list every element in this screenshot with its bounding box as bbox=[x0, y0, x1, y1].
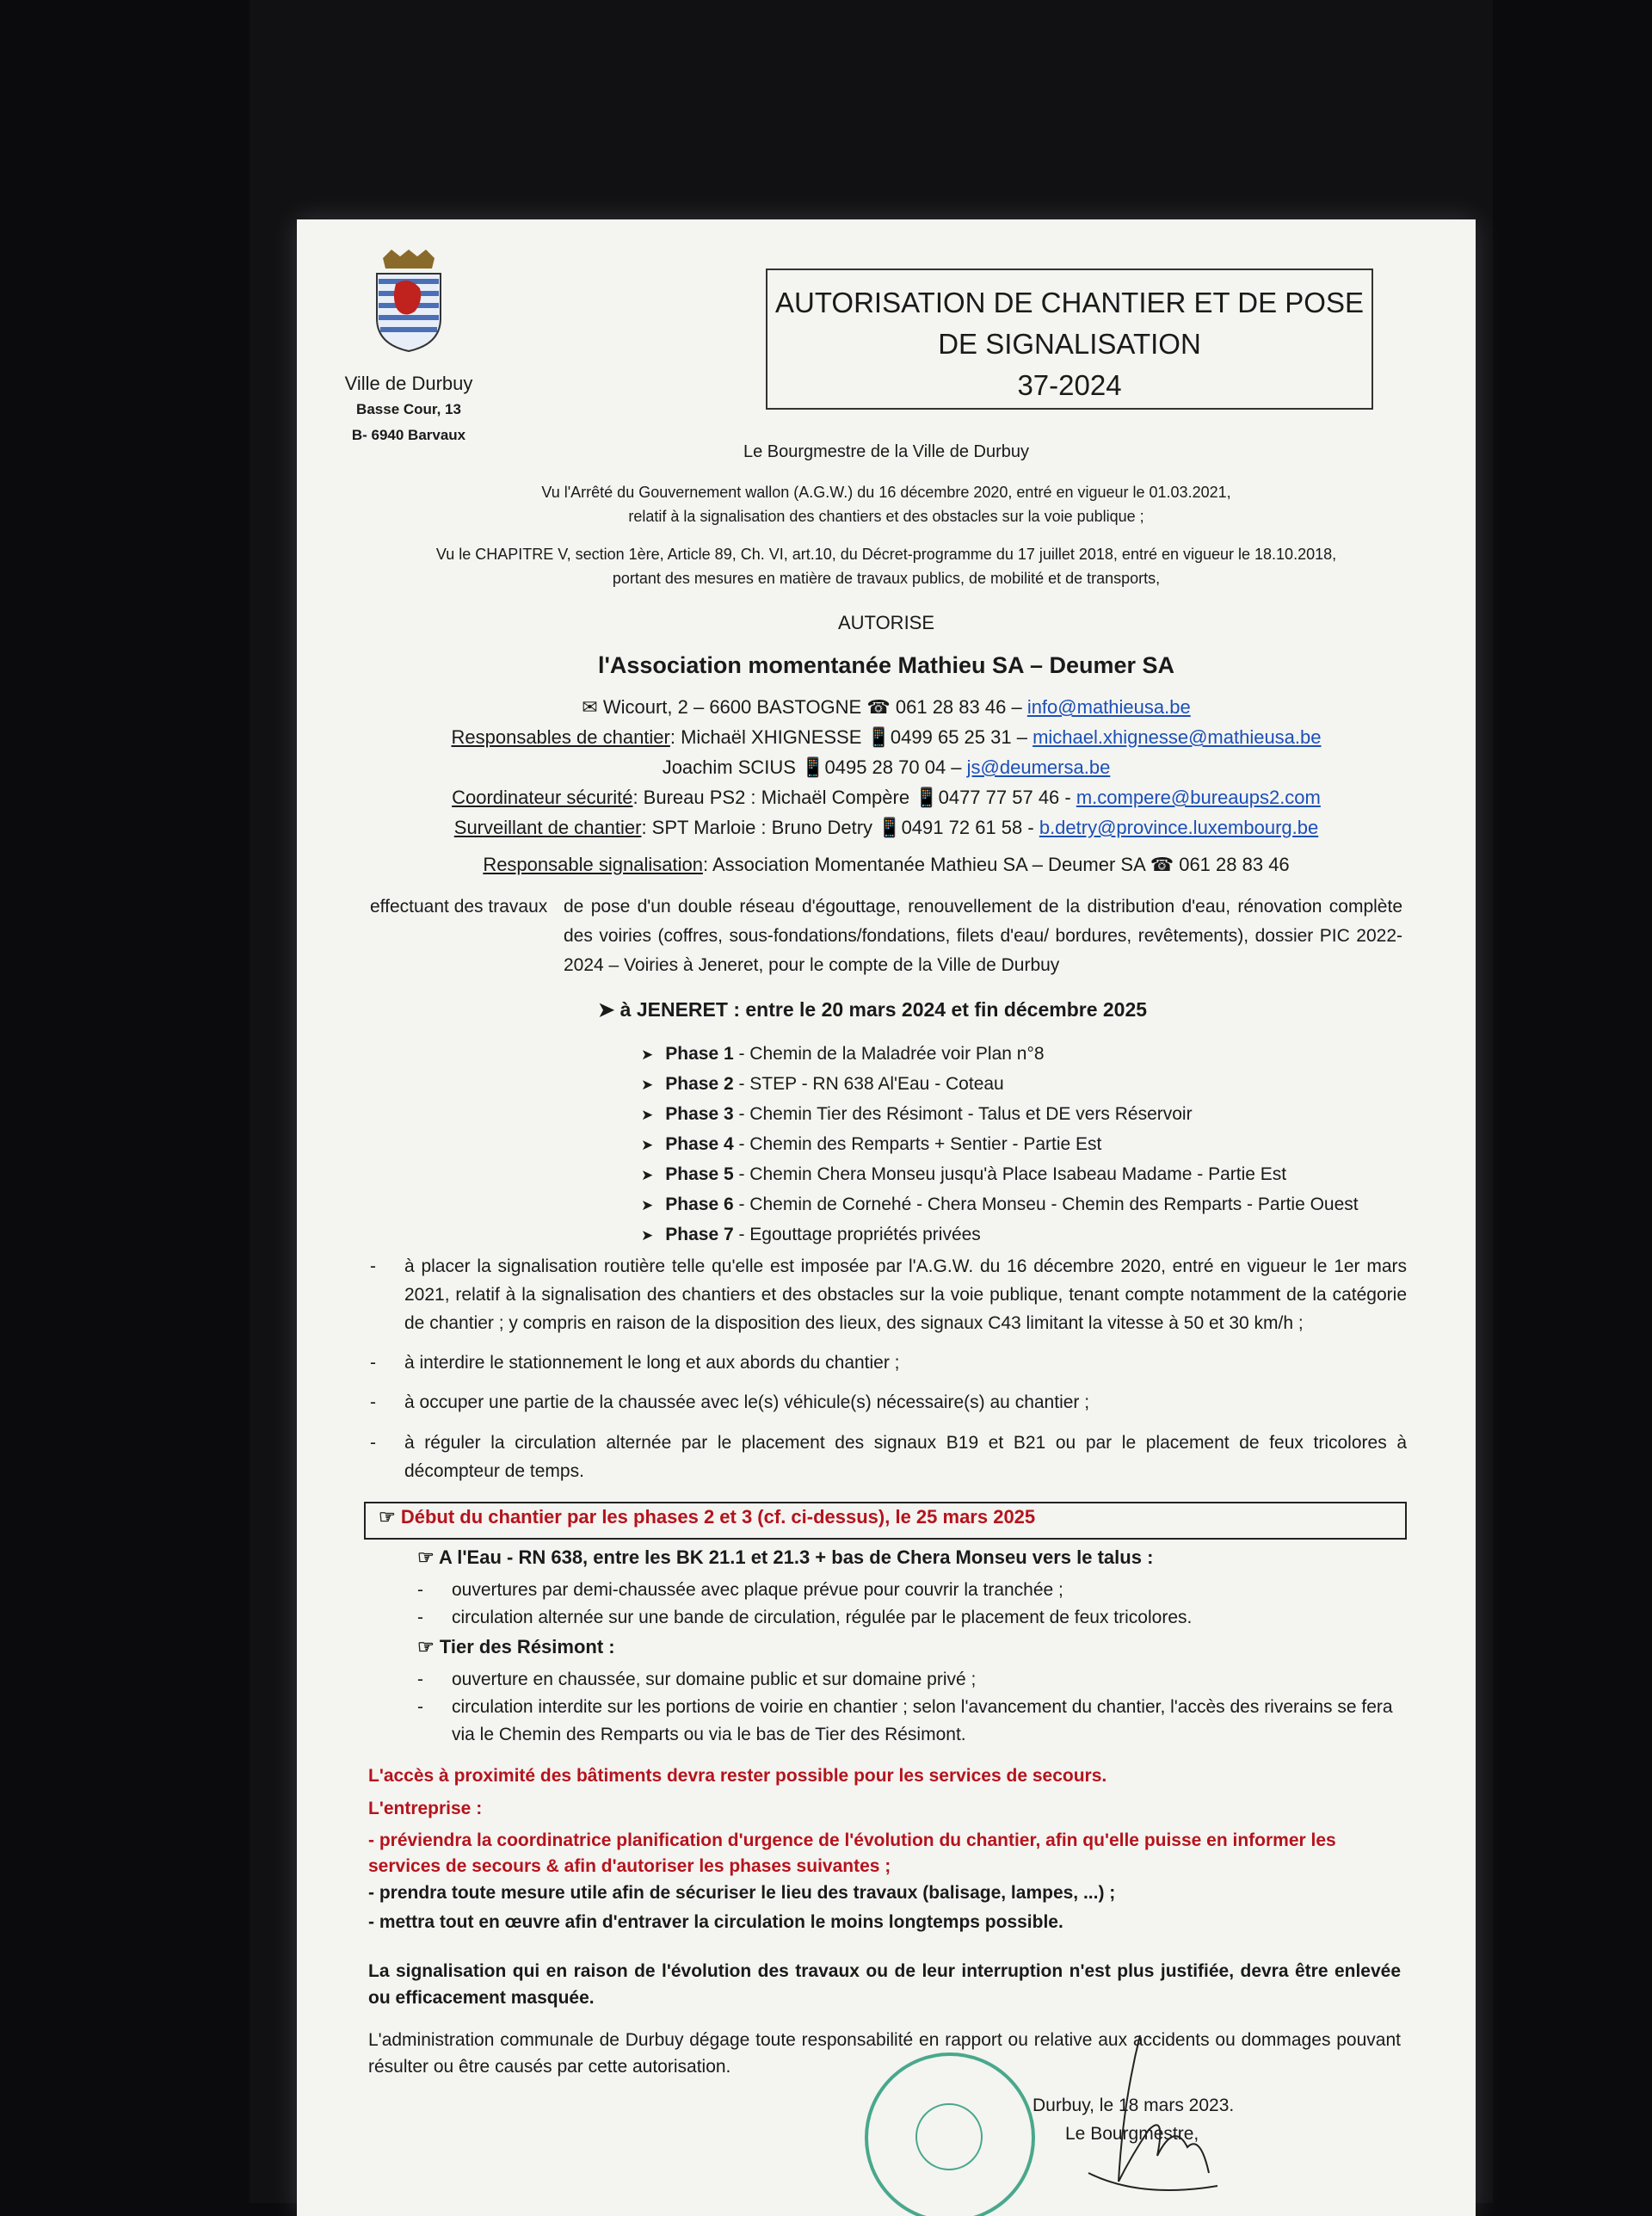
authorization-document bbox=[297, 219, 1476, 2216]
phase-item: ➤ Phase 5 - Chemin Chera Monseu jusqu'à Place Isabeau Madame - Partie Est bbox=[641, 1160, 1359, 1190]
phase-list bbox=[641, 1040, 1359, 1250]
surv-name: : SPT Marloie : Bruno Detry bbox=[641, 817, 873, 838]
bullet-item: - à occuper une partie de la chaussée avec le(s) véhicule(s) nécessaire(s) au chantier ; bbox=[370, 1388, 1407, 1417]
sign-phone: 061 28 83 46 bbox=[1179, 854, 1290, 875]
title-line-1: AUTORISATION DE CHANTIER ET DE POSE bbox=[775, 287, 1364, 318]
surv-phone: 0491 72 61 58 - bbox=[901, 817, 1034, 838]
resp-1-name: : Michaël XHIGNESSE bbox=[669, 726, 862, 748]
bullet-stationnement: à interdire le stationnement le long et aux abords du chantier ; bbox=[404, 1353, 900, 1373]
surv-email-link[interactable]: b.detry@province.luxembourg.be bbox=[1039, 817, 1319, 838]
resp-1-phone: 0499 65 25 31 – bbox=[890, 726, 1027, 748]
bullet-item: - à interdire le stationnement le long et aux abords du chantier ; bbox=[370, 1349, 1407, 1377]
vu-decret-line-1: Vu le CHAPITRE V, section 1ère, Article 89, Ch. VI, art.10, du Décret-programme du 17 juillet 2018, entré en vigueur le 18.10.2018, bbox=[435, 546, 1337, 563]
vu-agw-line-1: Vu l'Arrêté du Gouvernement wallon (A.G.W.) du 16 décembre 2020, entré en vigueur le 01.03.2021, bbox=[541, 484, 1231, 501]
company-name: l'Association momentanée Mathieu SA – Deumer SA bbox=[597, 652, 1175, 678]
signalisation-resp-line bbox=[297, 850, 1476, 880]
commune-stamp bbox=[865, 2052, 1035, 2216]
title-line-2: DE SIGNALISATION bbox=[938, 328, 1201, 360]
town-block bbox=[331, 373, 486, 447]
phase-item: ➤ Phase 2 - STEP - RN 638 Al'Eau - Coteau bbox=[641, 1070, 1359, 1100]
access-note: L'accès à proximité des bâtiments devra rester possible pour les services de secours. bbox=[368, 1766, 1107, 1786]
section-resimont-heading: ☞ Tier des Résimont : bbox=[417, 1636, 615, 1657]
hand-pointer-icon: ☞ bbox=[379, 1506, 401, 1528]
signalisation-removal-note: La signalisation qui en raison de l'évolution des travaux ou de leur interruption n'est plus justifiée, devra être enlevée ou efficacement masquée. bbox=[368, 1961, 1401, 2008]
jeneret-dates: à JENERET : entre le 20 mars 2024 et fin décembre 2025 bbox=[620, 998, 1148, 1021]
handwritten-signature-icon bbox=[1037, 2027, 1226, 2199]
section-resimont-items bbox=[417, 1666, 1407, 1749]
entreprise-item-2: - prendra toute mesure utile afin de sécuriser le lieu des travaux (balisage, lampes, ...) ; bbox=[368, 1883, 1116, 1903]
mobile-icon: 📱 bbox=[866, 726, 891, 748]
resp-label: Responsables de chantier bbox=[451, 726, 670, 748]
phone-icon: ☎ bbox=[866, 696, 896, 718]
signature-date: Durbuy, le 18 mars 2023. bbox=[1032, 2096, 1235, 2115]
resp-2-email-link[interactable]: js@deumersa.be bbox=[966, 756, 1111, 778]
bullet-item: - à placer la signalisation routière telle qu'elle est imposée par l'A.G.W. du 16 décembre 2020, entré en vigueur le 1er mars 2021, relatif à la signalisation des chantiers et des obstacles sur la voie publique, tenant compte notamment de la catégorie de chantier ; y compris en raison de la disposition des lieux, des signaux C43 limitant la vitesse à 50 et 30 km/h ; bbox=[370, 1252, 1407, 1337]
title-box bbox=[766, 269, 1373, 410]
town-address-line-2: B- 6940 Barvaux bbox=[351, 427, 466, 443]
entreprise-heading: L'entreprise : bbox=[368, 1799, 483, 1818]
autorise-heading: AUTORISE bbox=[837, 612, 935, 633]
list-item: - circulation alternée sur une bande de circulation, régulée par le placement de feux tricolores. bbox=[417, 1608, 1193, 1627]
coord-phone: 0477 77 57 46 - bbox=[938, 787, 1071, 808]
mobile-icon: 📱 bbox=[915, 787, 939, 808]
stamp-crest-icon bbox=[915, 2103, 983, 2170]
mobile-icon: 📱 bbox=[878, 817, 902, 838]
resp-1-email-link[interactable]: michael.xhignesse@mathieusa.be bbox=[1032, 726, 1322, 748]
works-block bbox=[370, 892, 1402, 980]
start-date-line bbox=[379, 1506, 1035, 1528]
company-address-line bbox=[297, 693, 1476, 722]
coord-email-link[interactable]: m.compere@bureaups2.com bbox=[1076, 787, 1321, 808]
list-item: - ouvertures par demi-chaussée avec plaque prévue pour couvrir la tranchée ; bbox=[417, 1580, 1063, 1600]
town-address-line-1: Basse Cour, 13 bbox=[356, 401, 461, 417]
company-phone: 061 28 83 46 – bbox=[895, 696, 1022, 718]
resp-line-1 bbox=[297, 723, 1476, 752]
phase-item: ➤ Phase 4 - Chemin des Remparts + Sentier - Partie Est bbox=[641, 1130, 1359, 1160]
phase-item: ➤ Phase 6 - Chemin de Cornehé - Chera Monseu - Chemin des Remparts - Partie Ouest bbox=[641, 1190, 1359, 1220]
company-address: Wicourt, 2 – 6600 BASTOGNE bbox=[602, 696, 862, 718]
bullet-signalisation: à placer la signalisation routière telle qu'elle est imposée par l'A.G.W. du 16 décembre 2020, entré en vigueur le 1er mars 2021, relatif à la signalisation des chantiers et des obstacles sur la voie publique, tenant compte notamment de la catégorie de chantier ; y compris en raison de la disposition des lieux, des signaux C43 limitant la vitesse à 50 et 30 km/h ; bbox=[404, 1256, 1407, 1333]
works-label: effectuant des travaux bbox=[370, 897, 548, 917]
entreprise-item-1: - préviendra la coordinatrice planification d'urgence de l'évolution du chantier, afin qu'elle puisse en informer les services de secours & afin d'autoriser les phases suivantes ; bbox=[368, 1830, 1336, 1876]
company-email-link[interactable]: info@mathieusa.be bbox=[1026, 696, 1191, 718]
section-aleau-heading: ☞ A l'Eau - RN 638, entre les BK 21.1 et 21.3 + bas de Chera Monseu vers le talus : bbox=[417, 1546, 1154, 1568]
coord-name: : Bureau PS2 : Michaël Compère bbox=[632, 787, 910, 808]
resp-line-2 bbox=[297, 753, 1476, 782]
resp-2-name: Joachim SCIUS bbox=[662, 756, 796, 778]
bourgmestre-line: Le Bourgmestre de la Ville de Durbuy bbox=[743, 442, 1030, 461]
phase-item: ➤ Phase 3 - Chemin Tier des Résimont - Talus et DE vers Réservoir bbox=[641, 1100, 1359, 1130]
hand-pointer-icon: ☞ bbox=[417, 1546, 440, 1568]
vu-agw-line-2: relatif à la signalisation des chantiers et des obstacles sur la voie publique ; bbox=[628, 508, 1144, 525]
entreprise-item-3: - mettra tout en œuvre afin d'entraver la circulation le moins longtemps possible. bbox=[368, 1912, 1063, 1932]
list-item: - ouverture en chaussée, sur domaine public et sur domaine privé ; bbox=[417, 1670, 977, 1689]
jeneret-heading bbox=[598, 998, 1147, 1022]
vu-decret-line-2: portant des mesures en matière de travaux publics, de mobilité et de transports, bbox=[612, 570, 1161, 587]
town-crest-icon bbox=[370, 250, 447, 353]
coordinator-line bbox=[297, 783, 1476, 812]
bullet-chaussee: à occuper une partie de la chaussée avec le(s) véhicule(s) nécessaire(s) au chantier ; bbox=[404, 1392, 1090, 1412]
phone-icon: ☎ bbox=[1150, 854, 1180, 875]
coord-label: Coordinateur sécurité bbox=[452, 787, 633, 808]
mailbox-icon: ✉ bbox=[582, 696, 603, 718]
bullet-item: - à réguler la circulation alternée par le placement des signaux B19 et B21 ou par le placement de feux tricolores à décompteur de temps. bbox=[370, 1429, 1407, 1485]
arrow-icon: ➤ bbox=[598, 998, 620, 1021]
bullet-circulation: à réguler la circulation alternée par le placement des signaux B19 et B21 ou par le placement de feux tricolores à décompteur de temps. bbox=[404, 1433, 1407, 1481]
start-date-text: Début du chantier par les phases 2 et 3 (cf. ci-dessus), le 25 mars 2025 bbox=[400, 1506, 1036, 1528]
resp-2-phone: 0495 28 70 04 – bbox=[824, 756, 962, 778]
works-description: de pose d'un double réseau d'égouttage, renouvellement de la distribution d'eau, rénovation complète des voiries (coffres, sous-fondations/fondations, filets d'eau/ bordures, revêtements), dossier PIC 2022-2024 – Voiries à Jeneret, pour le compte de la Ville de Durbuy bbox=[564, 897, 1402, 975]
sign-name: : Association Momentanée Mathieu SA – Deumer SA bbox=[702, 854, 1145, 875]
hand-pointer-icon: ☞ bbox=[417, 1636, 440, 1657]
phase-item: ➤ Phase 1 - Chemin de la Maladrée voir Plan n°8 bbox=[641, 1040, 1359, 1070]
signature-role: Le Bourgmestre, bbox=[1065, 2124, 1199, 2144]
mobile-icon: 📱 bbox=[801, 756, 825, 778]
authorization-number: 37-2024 bbox=[1017, 369, 1122, 401]
surveillant-line bbox=[297, 813, 1476, 843]
section-aleau-items bbox=[417, 1577, 1407, 1632]
liability-note: L'administration communale de Durbuy dégage toute responsabilité en rapport ou relative aux accidents ou dommages pouvant résulter ou être causés par cette autorisation. bbox=[368, 2030, 1401, 2077]
town-name: Ville de Durbuy bbox=[344, 373, 473, 394]
list-item: - circulation interdite sur les portions de voirie en chantier ; selon l'avancement du chantier, l'accès des riverains se fera via le Chemin des Remparts ou via le bas de Tier des Résimont. bbox=[417, 1697, 1393, 1744]
surv-label: Surveillant de chantier bbox=[453, 817, 642, 838]
phase-item: ➤ Phase 7 - Egouttage propriétés privées bbox=[641, 1220, 1359, 1250]
sign-label: Responsable signalisation bbox=[483, 854, 703, 875]
